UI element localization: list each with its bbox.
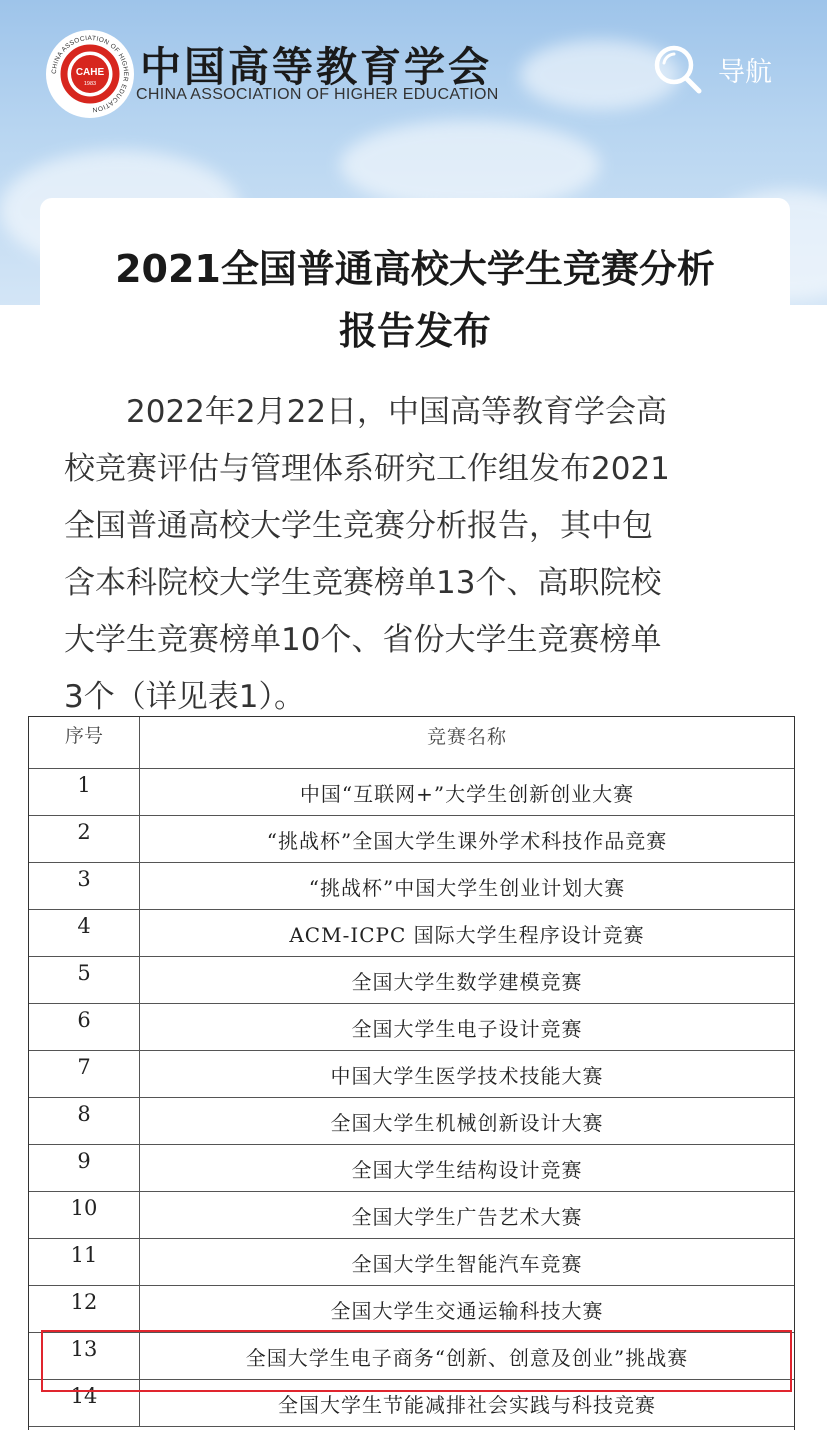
logo-year: 1983 bbox=[83, 81, 97, 87]
table-row bbox=[29, 1051, 794, 1098]
row-number: 6 bbox=[29, 1004, 140, 1050]
row-name: 全国大学生广告艺术大赛 bbox=[351, 1204, 583, 1229]
row-name: 全国大学生机械创新设计大赛 bbox=[330, 1110, 604, 1135]
nav-label[interactable]: 导航 bbox=[718, 56, 772, 88]
row-number: 11 bbox=[29, 1239, 140, 1285]
paragraph-line: 3个（详见表1）。 bbox=[64, 679, 305, 715]
row-number: 12 bbox=[29, 1286, 140, 1332]
row-name: 全国大学生节能减排社会实践与科技竞赛 bbox=[278, 1392, 656, 1417]
table-row bbox=[29, 1004, 794, 1051]
search-icon[interactable] bbox=[652, 43, 704, 95]
cahe-logo[interactable] bbox=[44, 28, 136, 120]
table-row bbox=[29, 816, 794, 863]
row-number: 4 bbox=[29, 910, 140, 956]
row-name: 全国大学生交通运输科技大赛 bbox=[330, 1298, 604, 1323]
table-row-highlighted bbox=[29, 1333, 794, 1380]
table-row bbox=[29, 1098, 794, 1145]
table-row bbox=[29, 1192, 794, 1239]
table-row bbox=[29, 957, 794, 1004]
article-title-line: 报告发布 bbox=[338, 309, 491, 353]
row-name: 全国大学生结构设计竞赛 bbox=[351, 1157, 583, 1182]
table-row bbox=[29, 1239, 794, 1286]
site-header bbox=[0, 0, 827, 140]
row-number: 2 bbox=[29, 816, 140, 862]
row-number: 3 bbox=[29, 863, 140, 909]
row-name: 中国大学生医学技术技能大赛 bbox=[330, 1063, 604, 1088]
table-row bbox=[29, 1380, 794, 1427]
header-index: 序号 bbox=[29, 717, 140, 768]
row-number: 9 bbox=[29, 1145, 140, 1191]
table-row bbox=[29, 1286, 794, 1333]
row-number: 10 bbox=[29, 1192, 140, 1238]
paragraph-line: 校竞赛评估与管理体系研究工作组发布2021 bbox=[64, 451, 670, 487]
logo-text: CAHE bbox=[75, 67, 105, 78]
row-number: 7 bbox=[29, 1051, 140, 1097]
row-name: 全国大学生电子商务“创新、创意及创业”挑战赛 bbox=[245, 1345, 689, 1370]
table-row bbox=[29, 910, 794, 957]
row-number: 5 bbox=[29, 957, 140, 1003]
row-name: 全国大学生智能汽车竞赛 bbox=[351, 1251, 583, 1276]
header-name: 竞赛名称 bbox=[426, 726, 507, 748]
nav-button[interactable] bbox=[652, 43, 772, 95]
table-row bbox=[29, 863, 794, 910]
table-row bbox=[29, 769, 794, 816]
row-number: 13 bbox=[29, 1333, 140, 1379]
row-name: ACM-ICPC 国际大学生程序设计竞赛 bbox=[289, 922, 645, 947]
row-name: 全国大学生电子设计竞赛 bbox=[351, 1016, 583, 1041]
article-title bbox=[40, 238, 790, 362]
table-row bbox=[29, 1145, 794, 1192]
paragraph-line: 含本科院校大学生竞赛榜单13个、高职院校 bbox=[64, 565, 662, 601]
row-name: 全国大学生数学建模竞赛 bbox=[351, 969, 583, 994]
paragraph-line: 2022年2月22日，中国高等教育学会高 bbox=[64, 394, 668, 430]
row-name: “挑战杯”全国大学生课外学术科技作品竞赛 bbox=[266, 828, 668, 853]
paragraph-line: 全国普通高校大学生竞赛分析报告，其中包 bbox=[64, 508, 653, 544]
row-number: 14 bbox=[29, 1380, 140, 1426]
row-number: 1 bbox=[29, 769, 140, 815]
row-name: “挑战杯”中国大学生创业计划大赛 bbox=[308, 875, 626, 900]
row-number: 8 bbox=[29, 1098, 140, 1144]
article-paragraph bbox=[64, 384, 764, 726]
competition-table bbox=[28, 716, 795, 1430]
site-title-cn[interactable]: 中国高等教育学会 bbox=[140, 43, 492, 91]
logo-ring-text: CHINA ASSOCIATION OF HIGHER EDUCATION bbox=[50, 34, 130, 114]
paragraph-line: 大学生竞赛榜单10个、省份大学生竞赛榜单 bbox=[64, 622, 662, 658]
article-title-line: 2021全国普通高校大学生竞赛分析 bbox=[115, 247, 715, 291]
site-title-en: CHINA ASSOCIATION OF HIGHER EDUCATION bbox=[136, 86, 499, 103]
table-header-row bbox=[29, 717, 794, 769]
row-name: 中国“互联网+”大学生创新创业大赛 bbox=[299, 781, 635, 806]
